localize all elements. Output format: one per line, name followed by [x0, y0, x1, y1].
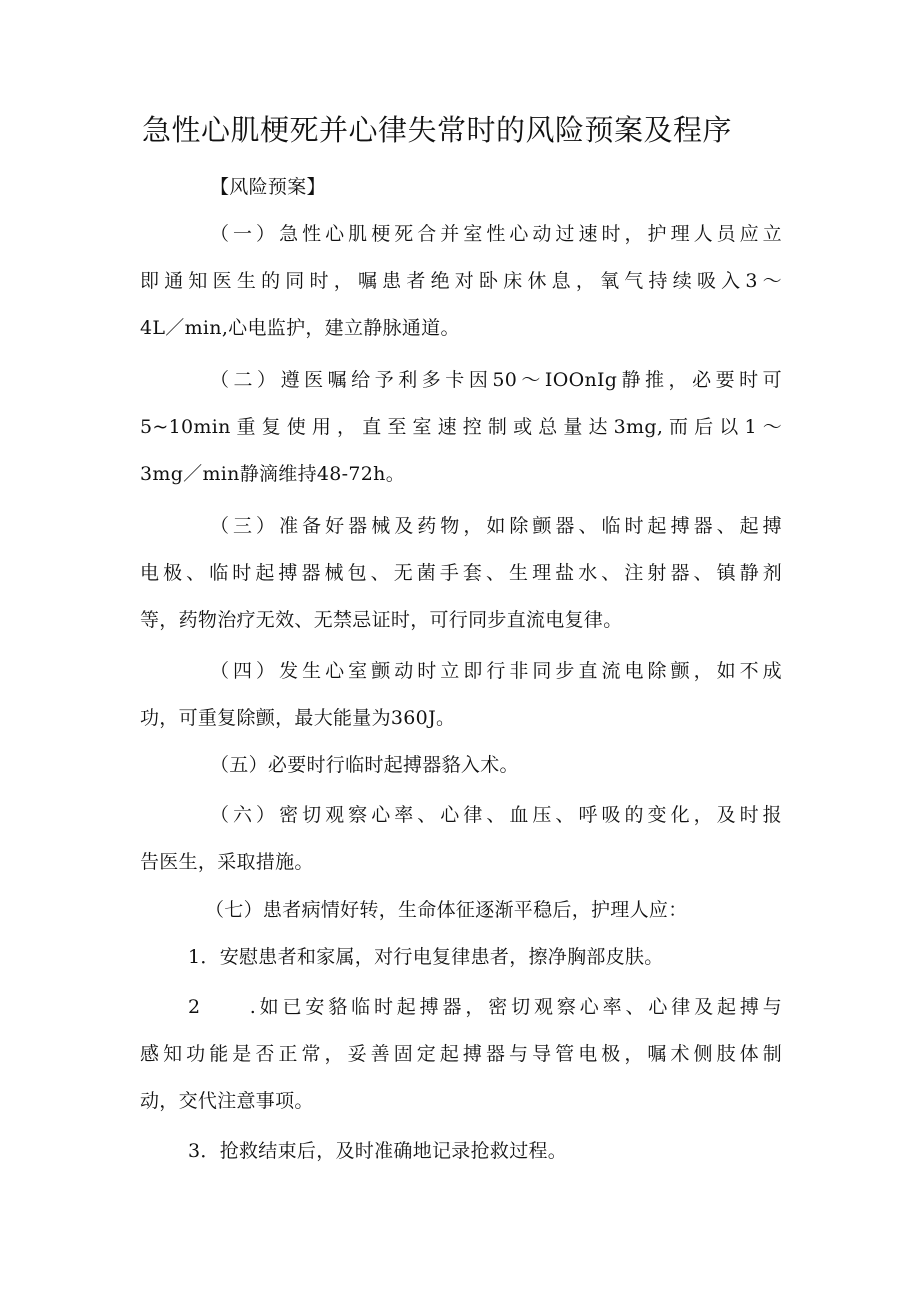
paragraph-line: 功，可重复除颤，最大能量为360J。	[140, 707, 456, 729]
paragraph-line: （一）急性心肌梗死合并室性心动过速时，护理人员应立	[210, 223, 782, 245]
paragraph-line: 感知功能是否正常，妥善固定起搏器与导管电极，嘱术侧肢体制	[140, 1043, 782, 1065]
paragraph-line: 动，交代注意事项。	[140, 1090, 314, 1112]
paragraph-line: （二）遵医嘱给予利多卡因50～IOOnIg静推，必要时可	[210, 369, 782, 391]
paragraph-line: 电极、临时起搏器械包、无菌手套、生理盐水、注射器、镇静剂	[140, 562, 782, 584]
paragraph-line: 告医生，采取措施。	[140, 851, 314, 873]
paragraph-line: 等，药物治疗无效、无禁忌证时，可行同步直流电复律。	[140, 609, 623, 631]
paragraph-line: （五）必要时行临时起搏器貉入术。	[210, 754, 519, 776]
paragraph-line: 2 .如已安貉临时起搏器，密切观察心率、心律及起搏与	[188, 996, 782, 1018]
paragraph-line: 3mg／min静滴维持48-72h。	[140, 463, 406, 485]
paragraph-line: 4L／min,心电监护，建立静脉通道。	[140, 317, 460, 339]
paragraph-line: 1．安慰患者和家属，对行电复律患者，擦净胸部皮肤。	[188, 946, 664, 968]
paragraph-line: （六）密切观察心率、心律、血压、呼吸的变化，及时报	[210, 804, 782, 826]
paragraph-line: 即通知医生的同时，嘱患者绝对卧床休息，氧气持续吸入3～	[140, 270, 782, 292]
paragraph-line: 5~10min重复使用，直至室速控制或总量达3mg,而后以1～	[140, 416, 782, 438]
paragraph-line: （四）发生心室颤动时立即行非同步直流电除颤，如不成	[210, 660, 782, 682]
section-heading: 【风险预案】	[210, 176, 326, 198]
paragraph-line: 3．抢救结束后，及时准确地记录抢救过程。	[188, 1140, 568, 1162]
document-title: 急性心肌梗死并心律失常时的风险预案及程序	[142, 113, 733, 147]
paragraph-line: （七）患者病情好转，生命体征逐渐平稳后，护理人应：	[205, 899, 688, 921]
paragraph-line: （三）准备好器械及药物，如除颤器、临时起搏器、起搏	[210, 515, 782, 537]
